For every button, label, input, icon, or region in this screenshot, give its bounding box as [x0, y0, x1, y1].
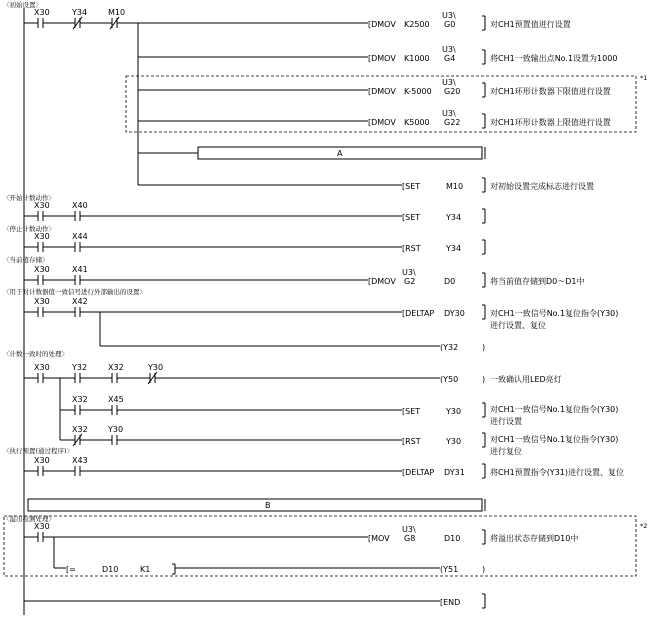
- instr-deltap-dy31: [DELTAP: [402, 468, 435, 477]
- svg-text:): ): [482, 565, 486, 574]
- note-2: *2: [640, 522, 648, 530]
- instr-end: [END: [440, 598, 461, 607]
- svg-text:X32: X32: [108, 363, 124, 372]
- svg-text:X45: X45: [108, 395, 124, 404]
- instr-set-m10: [SET: [402, 182, 421, 191]
- svg-text:D0: D0: [444, 277, 456, 286]
- svg-text:U3\: U3\: [442, 78, 456, 87]
- svg-text:U3\: U3\: [402, 268, 416, 277]
- comment-4: 对CH1环形计数器上限值进行设置: [490, 118, 611, 127]
- section-coincidence: 〈计数一致时的处理〉: [3, 350, 68, 358]
- svg-text:X41: X41: [72, 265, 88, 274]
- comment-2: 将CH1一致输出点No.1设置为1000: [490, 54, 618, 63]
- svg-text:U3\: U3\: [442, 45, 456, 54]
- svg-text:X30: X30: [34, 232, 50, 241]
- svg-text:D10: D10: [444, 534, 461, 543]
- svg-text:G20: G20: [444, 87, 461, 96]
- svg-text:Y30: Y30: [446, 437, 462, 446]
- instr-dmov-4: [DMOV: [368, 118, 396, 127]
- svg-text:U3\: U3\: [402, 525, 416, 534]
- svg-text:): ): [482, 375, 486, 384]
- coil-y50: (Y50: [440, 375, 459, 384]
- svg-text:Y30: Y30: [446, 407, 462, 416]
- comment-10a: 对CH1一致信号No.1复位指令(Y30): [490, 435, 619, 444]
- comment-12: 将溢出状态存储到D10中: [490, 534, 579, 543]
- box-a-label: A: [337, 149, 343, 158]
- svg-text:X32: X32: [72, 395, 88, 404]
- svg-text:G22: G22: [444, 118, 461, 127]
- instr-dmov-1: [DMOV: [368, 20, 396, 29]
- dashed-box-note-2: [4, 516, 636, 576]
- svg-text:U3\: U3\: [442, 109, 456, 118]
- svg-text:K-5000: K-5000: [404, 87, 432, 96]
- instr-set-y30: [SET: [402, 407, 421, 416]
- instr-compare-eq: [=: [66, 565, 76, 574]
- svg-text:DY30: DY30: [444, 309, 465, 318]
- comment-5: 对初始设置完成标志进行设置: [490, 182, 594, 191]
- instr-deltap-dy30: [DELTAP: [402, 309, 435, 318]
- svg-text:X44: X44: [72, 232, 88, 241]
- svg-text:D10: D10: [102, 565, 119, 574]
- svg-text:X30: X30: [34, 297, 50, 306]
- comment-1: 对CH1预置值进行设置: [490, 20, 571, 29]
- comment-7a: 对CH1一致信号No.1复位指令(Y30): [490, 309, 619, 318]
- section-store-current: 〈当前值存储〉: [3, 256, 49, 264]
- svg-text:): ): [482, 343, 486, 352]
- comment-7b: 进行设置、复位: [490, 321, 546, 330]
- svg-text:X42: X42: [72, 297, 88, 306]
- svg-text:X32: X32: [72, 425, 88, 434]
- svg-text:K2500: K2500: [404, 20, 430, 29]
- comment-10b: 进行复位: [490, 447, 522, 456]
- coil-y51: (Y51: [440, 565, 459, 574]
- svg-text:X30: X30: [34, 363, 50, 372]
- label-c2: Y34: [72, 8, 88, 17]
- instr-set-y34: [SET: [402, 213, 421, 222]
- instr-dmov-3: [DMOV: [368, 87, 396, 96]
- label-c3: M10: [108, 8, 126, 17]
- svg-text:G8: G8: [404, 534, 416, 543]
- comment-11: 将CH1预置指令(Y31)进行设置、复位: [490, 468, 624, 477]
- svg-text:G2: G2: [404, 277, 416, 286]
- svg-text:X43: X43: [72, 456, 88, 465]
- svg-text:X30: X30: [34, 522, 50, 531]
- section-external-output: 〈用于对计数器值一致信号进行外部输出的设置〉: [3, 288, 146, 296]
- svg-text:M10: M10: [446, 182, 464, 191]
- coil-y32: (Y32: [440, 343, 459, 352]
- comment-9b: 进行设置: [490, 417, 522, 426]
- svg-text:K1000: K1000: [404, 54, 430, 63]
- section-initial-setting: 〈初始设置〉: [3, 1, 42, 9]
- box-b: [28, 499, 482, 511]
- comment-6: 将当前值存储到D0～D1中: [490, 277, 585, 286]
- instr-mov: [MOV: [368, 534, 390, 543]
- svg-text:G0: G0: [444, 20, 456, 29]
- svg-text:X30: X30: [34, 456, 50, 465]
- instr-dmov-5: [DMOV: [368, 277, 396, 286]
- svg-text:Y34: Y34: [446, 213, 462, 222]
- comment-9a: 对CH1一致信号No.1复位指令(Y30): [490, 405, 619, 414]
- svg-text:Y30: Y30: [108, 425, 124, 434]
- svg-text:X40: X40: [72, 201, 88, 210]
- contact-x30-no: [38, 18, 43, 28]
- note-1: *1: [640, 74, 648, 82]
- section-preset: 〈执行预置(通过程序)〉: [3, 447, 74, 455]
- svg-text:Y32: Y32: [72, 363, 88, 372]
- box-b-label: B: [265, 501, 271, 510]
- instr-rst-y34: [RST: [402, 244, 421, 253]
- comment-3: 对CH1环形计数器下限值进行设置: [490, 87, 611, 96]
- comment-8: 一致确认用LED亮灯: [490, 375, 562, 384]
- svg-text:DY31: DY31: [444, 468, 465, 477]
- instr-dmov-2: [DMOV: [368, 54, 396, 63]
- svg-text:G4: G4: [444, 54, 456, 63]
- svg-text:K1: K1: [140, 565, 151, 574]
- instr-rst-y30: [RST: [402, 437, 421, 446]
- section-start-count: 〈开始计数动作〉: [3, 194, 55, 202]
- section-stop-count: 〈停止计数动作〉: [3, 225, 55, 233]
- svg-text:U3\: U3\: [442, 11, 456, 20]
- label-c1: X30: [34, 8, 50, 17]
- svg-text:Y34: Y34: [446, 244, 462, 253]
- section-overflow: 〈溢出检测处理〉: [3, 515, 55, 523]
- svg-text:Y30: Y30: [148, 363, 164, 372]
- svg-text:X30: X30: [34, 265, 50, 274]
- svg-text:X30: X30: [34, 201, 50, 210]
- svg-text:K5000: K5000: [404, 118, 430, 127]
